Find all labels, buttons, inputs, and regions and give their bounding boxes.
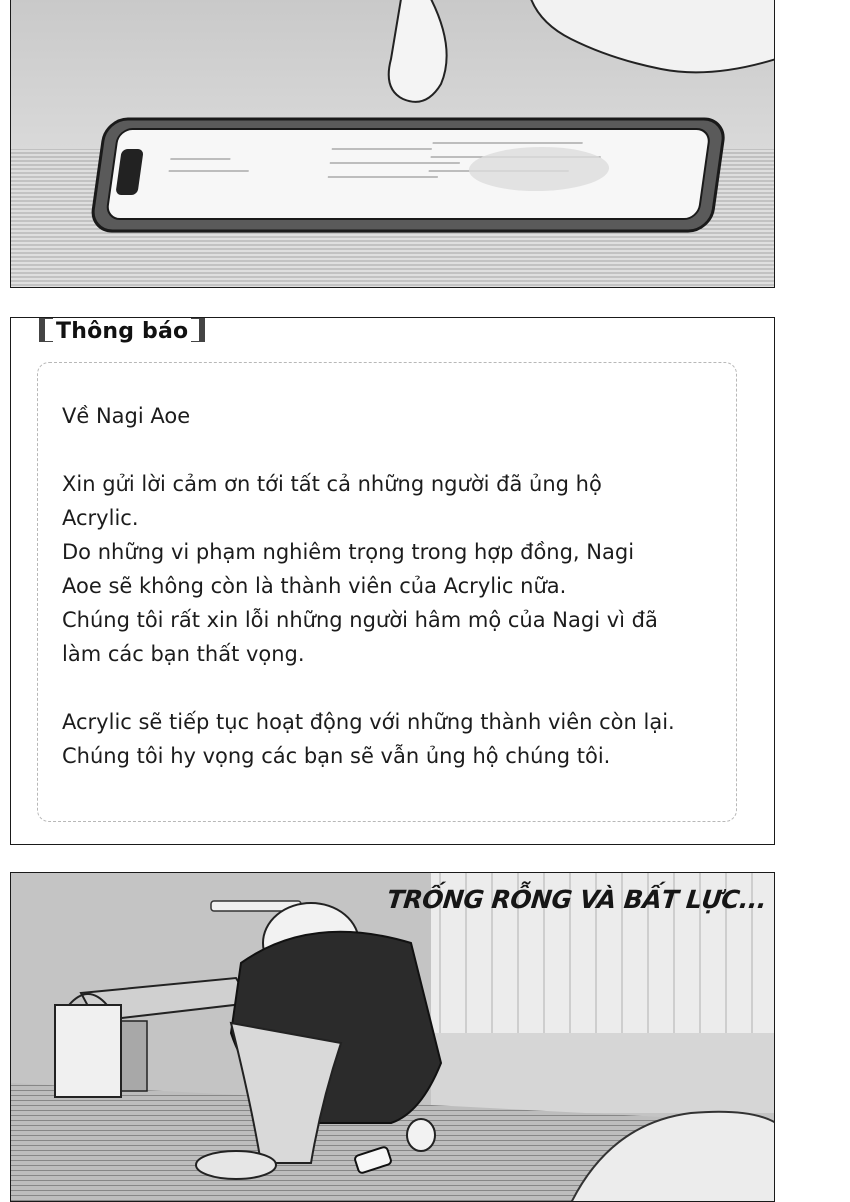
- notice-header-text: Thông báo: [56, 319, 189, 344]
- bracket-left-icon: [39, 318, 53, 342]
- bracket-right-icon: [191, 318, 205, 342]
- panel-announcement: [10, 317, 775, 845]
- finger-shape: [389, 0, 447, 102]
- notice-title: Về Nagi Aoe: [62, 404, 191, 428]
- notice-paragraph-1: Xin gửi lời cảm ơn tới tất cả những người đã ủng hộ Acrylic. Do những vi phạm nghiêm trọng trong hợp đồng, Nagi Aoe sẽ không còn là thành viên của Acrylic nữa. Chúng tôi rất xin lỗi những người hâm mộ của Nagi vì đã làm các bạn thất vọng.: [62, 472, 658, 666]
- caption-text: TRỐNG RỖNG VÀ BẤT LỰC...: [385, 885, 768, 914]
- shopping-bag-icon: [55, 994, 121, 1097]
- panel-sitting-figure: [10, 872, 775, 1202]
- notice-box: [37, 362, 737, 822]
- phone-table-illustration: [11, 0, 775, 288]
- phone-icon: [90, 119, 726, 231]
- room-illustration: [11, 873, 775, 1202]
- notice-header: [39, 318, 205, 344]
- notice-paragraph-2: Acrylic sẽ tiếp tục hoạt động với những thành viên còn lại. Chúng tôi hy vọng các bạn sẽ vẫn ủng hộ chúng tôi.: [62, 710, 675, 768]
- panel-phone-on-table: [10, 0, 775, 288]
